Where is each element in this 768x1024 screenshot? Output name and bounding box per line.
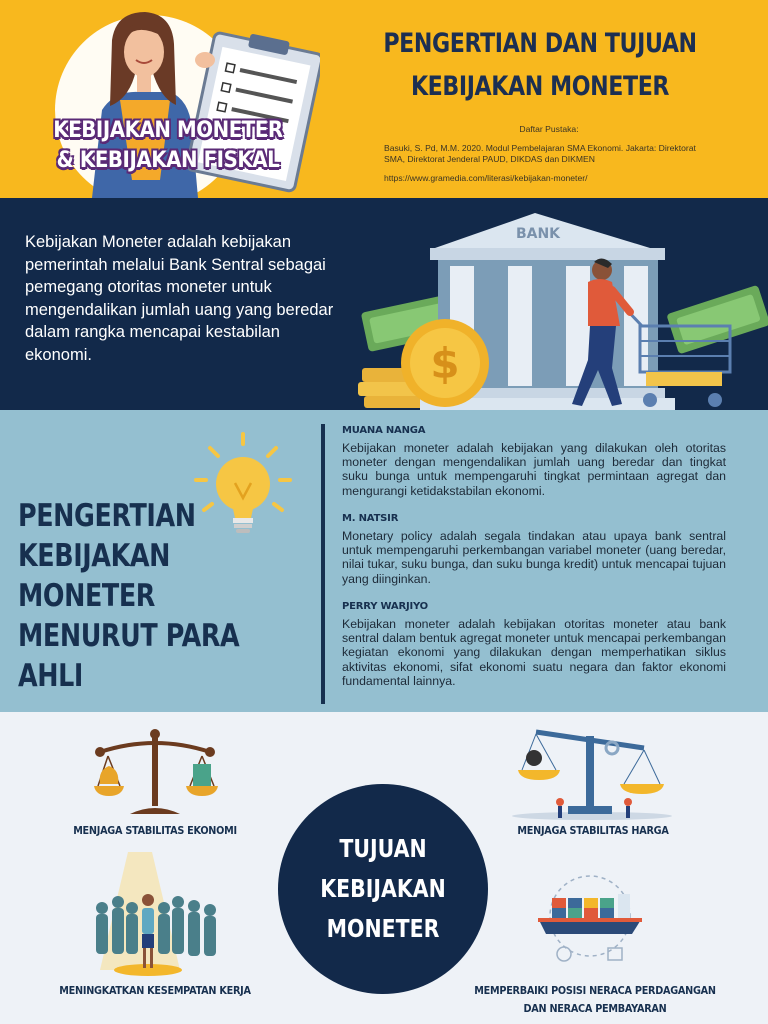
expert-entry (342, 513, 726, 586)
definition-section (0, 198, 768, 410)
goal-trade-balance-line-2: DAN NERACA PEMBAYARAN (523, 1002, 667, 1015)
definition-text: Kebijakan Moneter adalah kebijakan pemerintah melalui Bank Sentral sebagai pemegang otoritas moneter untuk mengendalikan jumlah uang yang beredar dalam rangka mencapai kestabilan ekonomi. (25, 233, 334, 364)
expert-quote: Monetary policy adalah segala tindakan atau upaya bank sentral untuk mempengaruhi perkembangan variabel moneter (uang beredar, nilai tukar, suku bunga, dan suku bunga kredit) untuk mencapai tujuan yang diinginkan. (342, 529, 726, 586)
bank-building-illustration (350, 208, 768, 410)
expert-name: MUANA NANGA (342, 425, 426, 436)
goal-economic-stability: MENJAGA STABILITAS EKONOMI (73, 824, 237, 837)
coin-dollar-symbol: $ (430, 339, 460, 388)
reference-link[interactable]: https://www.gramedia.com/literasi/kebijakan-moneter/ (384, 173, 588, 183)
bank-sign-text: BANK (515, 226, 561, 242)
page-title-line-2: KEBIJAKAN MONETER (410, 71, 670, 102)
price-stability-icon (508, 722, 676, 822)
goals-center-title-line-3: MONETER (326, 914, 440, 943)
goal-price-stability: MENJAGA STABILITAS HARGA (517, 824, 669, 837)
expert-name: PERRY WARJIYO (342, 601, 428, 612)
experts-title-line-3: MENURUT PARA AHLI (18, 618, 240, 694)
experts-section (0, 410, 768, 712)
goals-center-title-line-1: TUJUAN (339, 834, 427, 863)
page-title (376, 22, 704, 108)
references-heading: Daftar Pustaka: (519, 124, 579, 134)
goal-trade-balance-line-1: MEMPERBAIKI POSISI NERACA PERDAGANGAN (474, 984, 716, 997)
balance-scale-icon (90, 726, 220, 818)
badge-line-fiscal: & KEBIJAKAN FISKAL (56, 148, 280, 173)
experts-title-line-2: KEBIJAKAN MONETER (18, 538, 170, 614)
experts-title (18, 496, 264, 696)
vertical-divider (321, 424, 325, 704)
badge-line-monetary: KEBIJAKAN MONETER (53, 118, 283, 143)
experts-title-line-1: PENGERTIAN (18, 498, 196, 534)
references-block (384, 124, 714, 192)
expert-quote: Kebijakan moneter adalah kebijakan yang dilakukan oleh otoritas moneter dengan mengendalikan jumlah uang beredar dan tingkat suku bunga untuk mempengaruhi tingkat permintaan agregat dan mengurangi ketidakstabilan ekonomi. (342, 441, 726, 498)
page-title-line-1: PENGERTIAN DAN TUJUAN (383, 28, 697, 59)
reference-item: Basuki, S. Pd, M.M. 2020. Modul Pembelajaran SMA Ekonomi. Jakarta: Direktorat SMA, Direktorat Jenderal PAUD, DIKDAS dan DIKMEN (384, 143, 696, 164)
job-opportunity-crowd-icon (90, 852, 220, 978)
expert-name: M. NATSIR (342, 513, 399, 524)
goals-center-title-line-2: KEBIJAKAN (320, 874, 446, 903)
header-section (0, 0, 768, 198)
goal-trade-balance (467, 982, 722, 1018)
goals-section (0, 712, 768, 1024)
expert-entry (342, 425, 726, 498)
trade-ship-icon (530, 872, 650, 968)
goals-center-circle (278, 784, 488, 994)
goal-job-opportunity: MENINGKATKAN KESEMPATAN KERJA (59, 984, 251, 997)
expert-entry (342, 601, 726, 688)
expert-quote: Kebijakan moneter adalah kebijakan otoritas moneter atau bank sentral dalam bentuk agregat moneter untuk mencapai perkembangan kegiatan ekonomi yang dilakukan dengan memperhatikan siklus aktivitas ekonomi, sifat ekonomi suatu negara dan faktor ekonomi fundamental lainnya. (342, 617, 726, 688)
goals-center-title (301, 829, 465, 949)
